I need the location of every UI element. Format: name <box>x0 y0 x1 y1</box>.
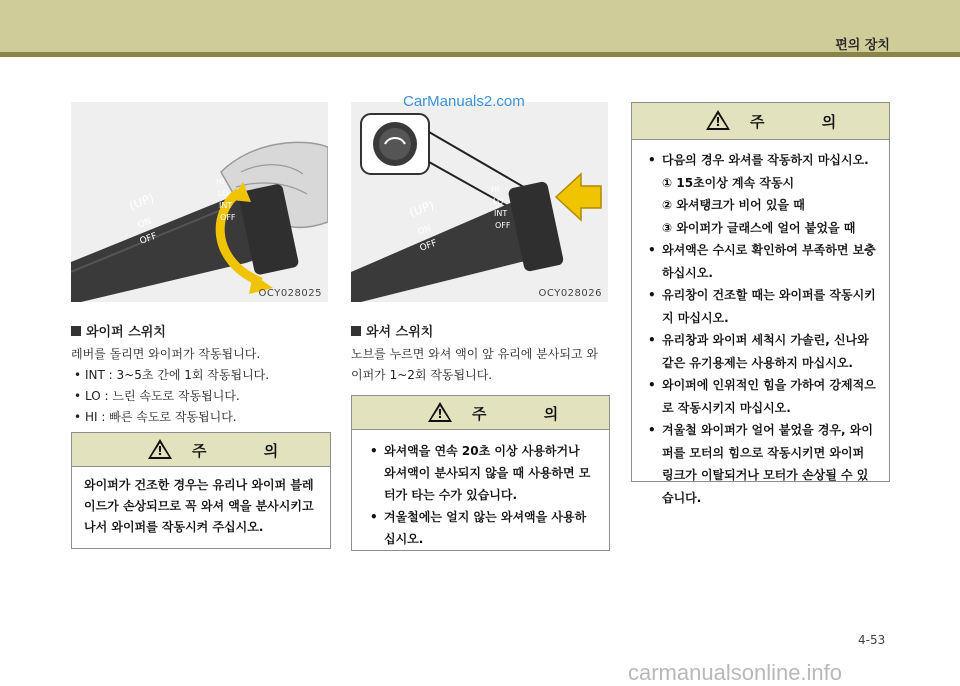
header-bar <box>0 0 960 52</box>
washer-switch-description <box>351 344 609 386</box>
photo-code: OCY028025 <box>258 288 322 299</box>
caution-list <box>644 239 877 509</box>
caution-box-middle <box>351 395 610 551</box>
square-bullet-icon <box>71 326 81 336</box>
caution-title: 주 의 <box>750 113 863 131</box>
lever-up-label: (UP) <box>407 197 436 220</box>
wiper-switch-photo <box>71 102 328 302</box>
lever-off-label: OFF <box>418 238 439 254</box>
lever-offsmall-label: OFF <box>220 213 236 222</box>
caution-box-right <box>631 102 890 505</box>
caution-header <box>352 396 609 430</box>
page-section-title: 편의 장치 <box>835 38 890 53</box>
list-item: • 유리창과 와이퍼 세척시 가솔린, 신나와 같은 유기용제는 사용하지 마십시오. <box>644 329 877 374</box>
washer-lever-illustration <box>351 102 608 302</box>
list-item: • HI : 빠른 속도로 작동됩니다. <box>71 407 331 428</box>
list-item: • 다음의 경우 와셔를 작동하지 마십시오. <box>644 149 877 172</box>
lever-on-label: ON <box>136 216 154 231</box>
list-item: • 유리창이 건조할 때는 와이퍼를 작동시키지 마십시오. <box>644 284 877 329</box>
list-item: • 와셔액은 수시로 확인하여 부족하면 보충하십시오. <box>644 239 877 284</box>
intro-text: 노브를 누르면 와셔 액이 앞 유리에 분사되고 와이퍼가 1~2회 작동됩니다. <box>351 347 598 382</box>
heading-text: 와이퍼 스위치 <box>86 325 166 340</box>
caution-header <box>72 433 330 467</box>
footer-watermark: carmanualsonline.info <box>628 660 843 685</box>
exclamation-icon: ! <box>157 444 163 458</box>
list-item: • 겨울철 와이퍼가 얼어 붙었을 경우, 와이퍼를 모터의 힘으로 작동시키면 와이퍼 링크가 이탈되거나 모터가 손상될 수 있습니다. <box>644 419 877 509</box>
header-divider <box>0 52 960 57</box>
page-number: 4-53 <box>858 633 886 647</box>
exclamation-icon: ! <box>715 115 721 129</box>
lever-on-label: ON <box>416 223 434 238</box>
caution-list <box>644 149 877 172</box>
wiper-lever-illustration <box>71 102 328 302</box>
caution-body <box>632 140 889 518</box>
caution-list <box>366 440 595 550</box>
heading-text: 와셔 스위치 <box>366 325 434 340</box>
lever-lo-label: LO <box>493 197 504 206</box>
list-item: • INT : 3~5초 간에 1회 작동됩니다. <box>71 365 331 386</box>
square-bullet-icon <box>351 326 361 336</box>
photo-code: OCY028026 <box>538 288 602 299</box>
list-item: • 겨울철에는 얼지 않는 와셔액을 사용하십시오. <box>366 506 595 550</box>
caution-box-left <box>71 432 331 549</box>
lever-hi-label: HI <box>491 185 500 194</box>
washer-switch-heading <box>351 321 433 340</box>
mode-list <box>71 365 331 428</box>
sub-item: ② 와셔탱크가 비어 있을 때 <box>662 198 805 212</box>
exclamation-icon: ! <box>437 407 443 421</box>
caution-title: 주 의 <box>192 442 305 460</box>
list-item: • 와이퍼에 인위적인 힘을 가하여 강제적으로 작동시키지 마십시오. <box>644 374 877 419</box>
caution-body <box>352 430 609 560</box>
washer-switch-photo <box>351 102 608 302</box>
list-item: • LO : 느린 속도로 작동됩니다. <box>71 386 331 407</box>
lever-hi-label: HI <box>216 177 225 186</box>
lever-up-label: (UP) <box>127 190 156 213</box>
caution-title: 주 의 <box>472 405 585 423</box>
lever-int-label: INT <box>494 209 508 218</box>
watermark-text: CarManuals2.com <box>403 93 525 110</box>
intro-text: 레버를 돌리면 와이퍼가 작동됩니다. <box>71 347 261 361</box>
sub-item: ③ 와이퍼가 글래스에 얼어 붙었을 때 <box>662 220 856 235</box>
wiper-switch-heading <box>71 321 166 340</box>
list-item: • 와셔액을 연속 20초 이상 사용하거나 와셔액이 분사되지 않을 때 사용하면 모터가 타는 수가 있습니다. <box>366 440 595 506</box>
lever-lo-label: LO <box>218 189 229 198</box>
caution-header <box>632 103 889 140</box>
lever-int-label: INT <box>219 201 233 210</box>
wiper-switch-description <box>71 344 331 428</box>
lever-off-label: OFF <box>138 231 159 247</box>
caution-text: 와이퍼가 건조한 경우는 유리나 와이퍼 블레이드가 손상되므로 꼭 와셔 액을 분사시키고 나서 와이퍼를 작동시켜 주십시오. <box>84 478 314 534</box>
lever-offsmall-label: OFF <box>495 221 511 230</box>
sub-item: ① 15초이상 계속 작동시 <box>662 175 795 190</box>
